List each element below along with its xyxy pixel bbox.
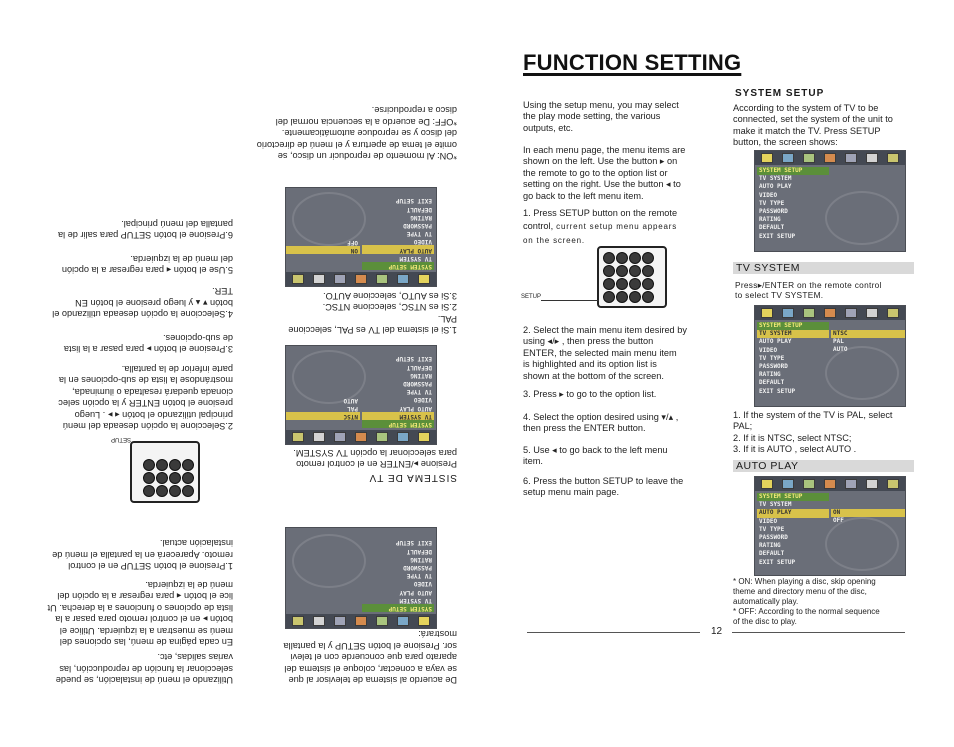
osd-menu-header: SYSTEM SETUP	[362, 262, 434, 270]
exit-icon	[887, 308, 899, 318]
osd-menu-item: RATING	[410, 213, 432, 221]
setup-leader-line	[541, 300, 599, 301]
audio-icon	[376, 274, 388, 284]
audio-icon	[376, 432, 388, 442]
es-tv-system-heading: SISTEMA DE TV	[368, 472, 457, 483]
osd-menu-item: TV SYSTEM	[362, 412, 434, 420]
osd-menu-item: AUTO PLAY	[757, 509, 829, 517]
es-step-1: 1.Presione el botón SETUP en el control remoto. Aparecerá en la pantalla el menú de instalación actual.	[52, 538, 233, 571]
video-icon	[824, 153, 836, 163]
osd-menu-item: TV TYPE	[759, 354, 785, 362]
es-step-2: 2.Seleccione la opción deseada del menú principal utilizando el botón ◂ ▸ . Luego presione el botón ENTER y la opción selec cionada quedará resaltada o iluminada, mostrándose la lista de sub-opciones en la parte inferior de la pantalla.	[58, 363, 233, 431]
es-osd-screen-1	[285, 527, 437, 629]
osd-menu-item: PASSWORD	[403, 379, 432, 387]
es-remote-control-illustration	[130, 441, 200, 503]
audio-icon	[803, 153, 815, 163]
osd-menu-item: TV SYSTEM	[759, 501, 792, 509]
step-3: 3. Press ▸ to go to the option list.	[523, 389, 657, 399]
tv-system-bar: TV SYSTEM	[733, 262, 914, 274]
es-setup-callout-label: SETUP	[110, 436, 131, 442]
osd-icon-bar	[286, 614, 436, 628]
osd-menu-item: VIDEO	[759, 346, 778, 354]
osd-option: NTSC	[285, 412, 360, 420]
osd-menu-item: VIDEO	[759, 517, 778, 525]
osd-system-setup-screen	[754, 150, 906, 252]
es-step-4: 4.Seleccione la opción deseada utilizando el botón ▾ ▴ y luego presione el botón EN TER.	[52, 286, 233, 319]
osd-option: OFF	[833, 517, 844, 525]
speaker-icon	[845, 308, 857, 318]
osd-option: ON	[285, 246, 360, 254]
osd-menu-item: AUTO PLAY	[759, 183, 792, 191]
digital-icon	[866, 153, 878, 163]
osd-option: OFF	[347, 238, 358, 246]
osd-auto-play-screen	[754, 476, 906, 576]
es-auto-play-notes: *ON: Al momento de reproducir un disco, se omite el tema de apertura y el menú de directorio del disco y se reproduce automáticamente. *OFF: De acuerdo a la secuencia normal del disco a reproducirse.	[256, 105, 457, 161]
video-icon	[355, 616, 367, 626]
es-intro-paragraph-2: En cada página de menú, las opciones del menú se muestran a la izquierda. Utilice el botón ▸ en el control remoto para pasar a la lista de opciones o funciones a la derecha. Ut lice el botón ◂ para regresar a la opción del menú de la izquierda.	[47, 579, 233, 647]
osd-menu-item: RATING	[410, 371, 432, 379]
osd-menu-header: SYSTEM SETUP	[757, 322, 829, 330]
step-1	[523, 206, 743, 246]
osd-menu-item: DEFAULT	[406, 363, 432, 371]
language-icon	[397, 616, 409, 626]
language-icon	[397, 274, 409, 284]
tv-system-options-list: 1. If the system of the TV is PAL, select PAL; 2. If it is NTSC, select NTSC; 3. If it is AUTO , select AUTO .	[733, 410, 893, 455]
osd-menu-list	[362, 538, 434, 612]
osd-menu-list	[362, 354, 434, 428]
audio-icon	[803, 308, 815, 318]
osd-icon-bar	[755, 306, 905, 320]
video-icon	[824, 308, 836, 318]
digital-icon	[313, 616, 325, 626]
exit-icon	[887, 153, 899, 163]
system-setup-heading: SYSTEM SETUP	[735, 88, 825, 99]
setup-icon	[761, 153, 773, 163]
es-tv-press-text: Presione ▸/ENTER en el control remoto para seleccionar la opción TV SYSTEM.	[293, 447, 457, 469]
auto-play-notes: * ON: When playing a disc, skip opening theme and directory menu of the disc, automatically play. * OFF: According to the normal sequence of the disc to play.	[733, 577, 880, 626]
language-icon	[782, 153, 794, 163]
osd-menu-list	[757, 493, 829, 567]
setup-icon	[418, 274, 430, 284]
osd-menu-item: TV TYPE	[406, 230, 432, 238]
step-5: 5. Use ◂ to go back to the left menu item.	[523, 445, 668, 467]
disc-watermark-icon	[292, 534, 366, 588]
osd-menu-item: PASSWORD	[759, 534, 788, 542]
step-1-main: 1. Press SETUP button on the remote control,	[523, 208, 678, 232]
step-6: 6. Press the button SETUP to leave the setup menu main page.	[523, 476, 684, 498]
osd-option: ON	[831, 509, 906, 517]
audio-icon	[376, 616, 388, 626]
page-number: 12	[711, 626, 723, 637]
osd-menu-item: TV SYSTEM	[757, 330, 829, 338]
osd-menu-item: VIDEO	[413, 396, 432, 404]
setup-callout-label: SETUP	[521, 294, 542, 300]
speaker-icon	[845, 479, 857, 489]
osd-menu-item: EXIT SETUP	[395, 197, 432, 205]
es-osd-screen-3	[285, 187, 437, 287]
osd-menu-list	[757, 167, 829, 241]
osd-menu-item: TV TYPE	[406, 572, 432, 580]
osd-menu-item: PASSWORD	[759, 363, 788, 371]
exit-icon	[292, 274, 304, 284]
osd-menu-header: SYSTEM SETUP	[362, 420, 434, 428]
osd-menu-item: EXIT SETUP	[395, 355, 432, 363]
video-icon	[355, 432, 367, 442]
exit-icon	[292, 616, 304, 626]
intro-paragraph-1: Using the setup menu, you may select the play mode setting, the various outputs, etc.	[523, 100, 679, 133]
osd-menu-item: AUTO PLAY	[759, 338, 792, 346]
osd-menu-item: DEFAULT	[759, 550, 785, 558]
es-intro-paragraph-1: Utilizando el menú de instalación, se puede seleccionar la función de reproducción, las varias salidas, etc.	[55, 652, 233, 685]
osd-menu-item: DEFAULT	[759, 379, 785, 387]
speaker-icon	[845, 153, 857, 163]
speaker-icon	[334, 616, 346, 626]
osd-menu-list	[757, 322, 829, 396]
osd-tv-system-screen	[754, 305, 906, 407]
setup-icon	[761, 308, 773, 318]
setup-icon	[418, 432, 430, 442]
digital-icon	[866, 308, 878, 318]
osd-option: AUTO	[833, 346, 848, 354]
osd-menu-header: SYSTEM SETUP	[362, 604, 434, 612]
osd-menu-header: SYSTEM SETUP	[757, 493, 829, 501]
setup-icon	[761, 479, 773, 489]
osd-option-list	[831, 509, 906, 525]
setup-icon	[418, 616, 430, 626]
exit-icon	[292, 432, 304, 442]
osd-menu-item: DEFAULT	[406, 205, 432, 213]
osd-menu-item: RATING	[759, 542, 781, 550]
remote-control-illustration	[597, 246, 667, 308]
osd-menu-item: VIDEO	[759, 191, 778, 199]
osd-menu-item: PASSWORD	[403, 221, 432, 229]
es-osd-screen-2	[285, 345, 437, 445]
osd-icon-bar	[755, 477, 905, 491]
footer-rule-left	[527, 632, 700, 633]
step-1-detail: current setup menu appears on the screen.	[523, 222, 678, 245]
osd-menu-item: TV TYPE	[759, 525, 785, 533]
system-setup-paragraph: According to the system of TV to be connected, set the system of the unit to make it match the TV. Press SETUP button, the screen shows:	[733, 103, 893, 148]
osd-option-list	[285, 395, 360, 420]
osd-option: NTSC	[831, 330, 906, 338]
speaker-icon	[334, 274, 346, 284]
es-step-6: 6.Presione el botón SETUP para salir de la pantalla del menú principal.	[57, 218, 233, 240]
osd-menu-item: EXIT SETUP	[395, 539, 432, 547]
osd-icon-bar	[286, 272, 436, 286]
osd-icon-bar	[286, 430, 436, 444]
osd-option: PAL	[347, 404, 358, 412]
digital-icon	[313, 274, 325, 284]
english-page	[477, 0, 954, 747]
auto-play-bar: AUTO PLAY	[733, 460, 914, 472]
osd-menu-item: TV SYSTEM	[759, 175, 792, 183]
osd-menu-item: TV TYPE	[406, 388, 432, 396]
osd-menu-item: TV SYSTEM	[399, 596, 432, 604]
video-icon	[355, 274, 367, 284]
osd-menu-item: VIDEO	[413, 238, 432, 246]
osd-menu-item: AUTO PLAY	[399, 404, 432, 412]
footer-rule-right	[732, 632, 905, 633]
osd-menu-item: TV SYSTEM	[399, 254, 432, 262]
osd-menu-item: DEFAULT	[759, 224, 785, 232]
language-icon	[782, 479, 794, 489]
osd-menu-item: PASSWORD	[403, 563, 432, 571]
step-2: 2. Select the main menu item desired by using ◂/▸ , then press the button ENTER, the selected main menu item is highlighted and its option list is shown at the bottom of the screen.	[523, 325, 687, 381]
osd-menu-item: TV TYPE	[759, 199, 785, 207]
osd-menu-item: EXIT SETUP	[759, 558, 796, 566]
osd-menu-item: PASSWORD	[759, 208, 788, 216]
language-icon	[397, 432, 409, 442]
osd-option: PAL	[833, 338, 844, 346]
osd-option-list	[831, 330, 906, 355]
osd-option: AUTO	[343, 396, 358, 404]
es-tv-options-list: 1.Si el sistema del TV es PAL, seleccione PAL. 2.Si es NTSC, seleccione NTSC. 3.Si es AUTO, seleccione AUTO.	[288, 290, 457, 335]
osd-menu-header: SYSTEM SETUP	[757, 167, 829, 175]
osd-menu-item: DEFAULT	[406, 547, 432, 555]
speaker-icon	[334, 432, 346, 442]
osd-menu-item: AUTO PLAY	[362, 245, 434, 253]
osd-option-list	[285, 238, 360, 254]
video-icon	[824, 479, 836, 489]
page-title: FUNCTION SETTING	[523, 50, 742, 75]
disc-watermark-icon	[825, 191, 899, 245]
language-icon	[782, 308, 794, 318]
osd-menu-item: EXIT SETUP	[759, 232, 796, 240]
digital-icon	[866, 479, 878, 489]
es-system-intro: De acuerdo al sistema de televisor al que se vaya a conectar, coloque el sistema del aparato para que concuerde con el televi sor. Presione el botón SETUP y la pantalla mostrará:	[283, 629, 457, 685]
digital-icon	[313, 432, 325, 442]
osd-menu-item: RATING	[759, 216, 781, 224]
step-4: 4. Select the option desired using ▾/▴ , then press the ENTER button.	[523, 412, 679, 434]
osd-menu-list	[362, 196, 434, 270]
es-step-3: 3.Presione el botón ▸ para pasar a la lista de sub-opciones.	[63, 332, 233, 354]
es-step-5: 5.Use el botón ◂ para regresar a la opción del menú de la izquierda.	[61, 253, 233, 275]
osd-menu-item: RATING	[410, 555, 432, 563]
exit-icon	[887, 479, 899, 489]
intro-paragraph-2: In each menu page, the menu items are shown on the left. Use the button ▸ on the remote to go to the option list or setting on the right. Use the button ◂ to go back to the left menu item.	[523, 145, 686, 201]
osd-menu-item: VIDEO	[413, 580, 432, 588]
osd-icon-bar	[755, 151, 905, 165]
osd-menu-item: AUTO PLAY	[399, 588, 432, 596]
osd-menu-item: EXIT SETUP	[759, 387, 796, 395]
audio-icon	[803, 479, 815, 489]
osd-menu-item: RATING	[759, 371, 781, 379]
tv-system-instruction: Press▸/ENTER on the remote control to select TV SYSTEM.	[735, 280, 882, 300]
